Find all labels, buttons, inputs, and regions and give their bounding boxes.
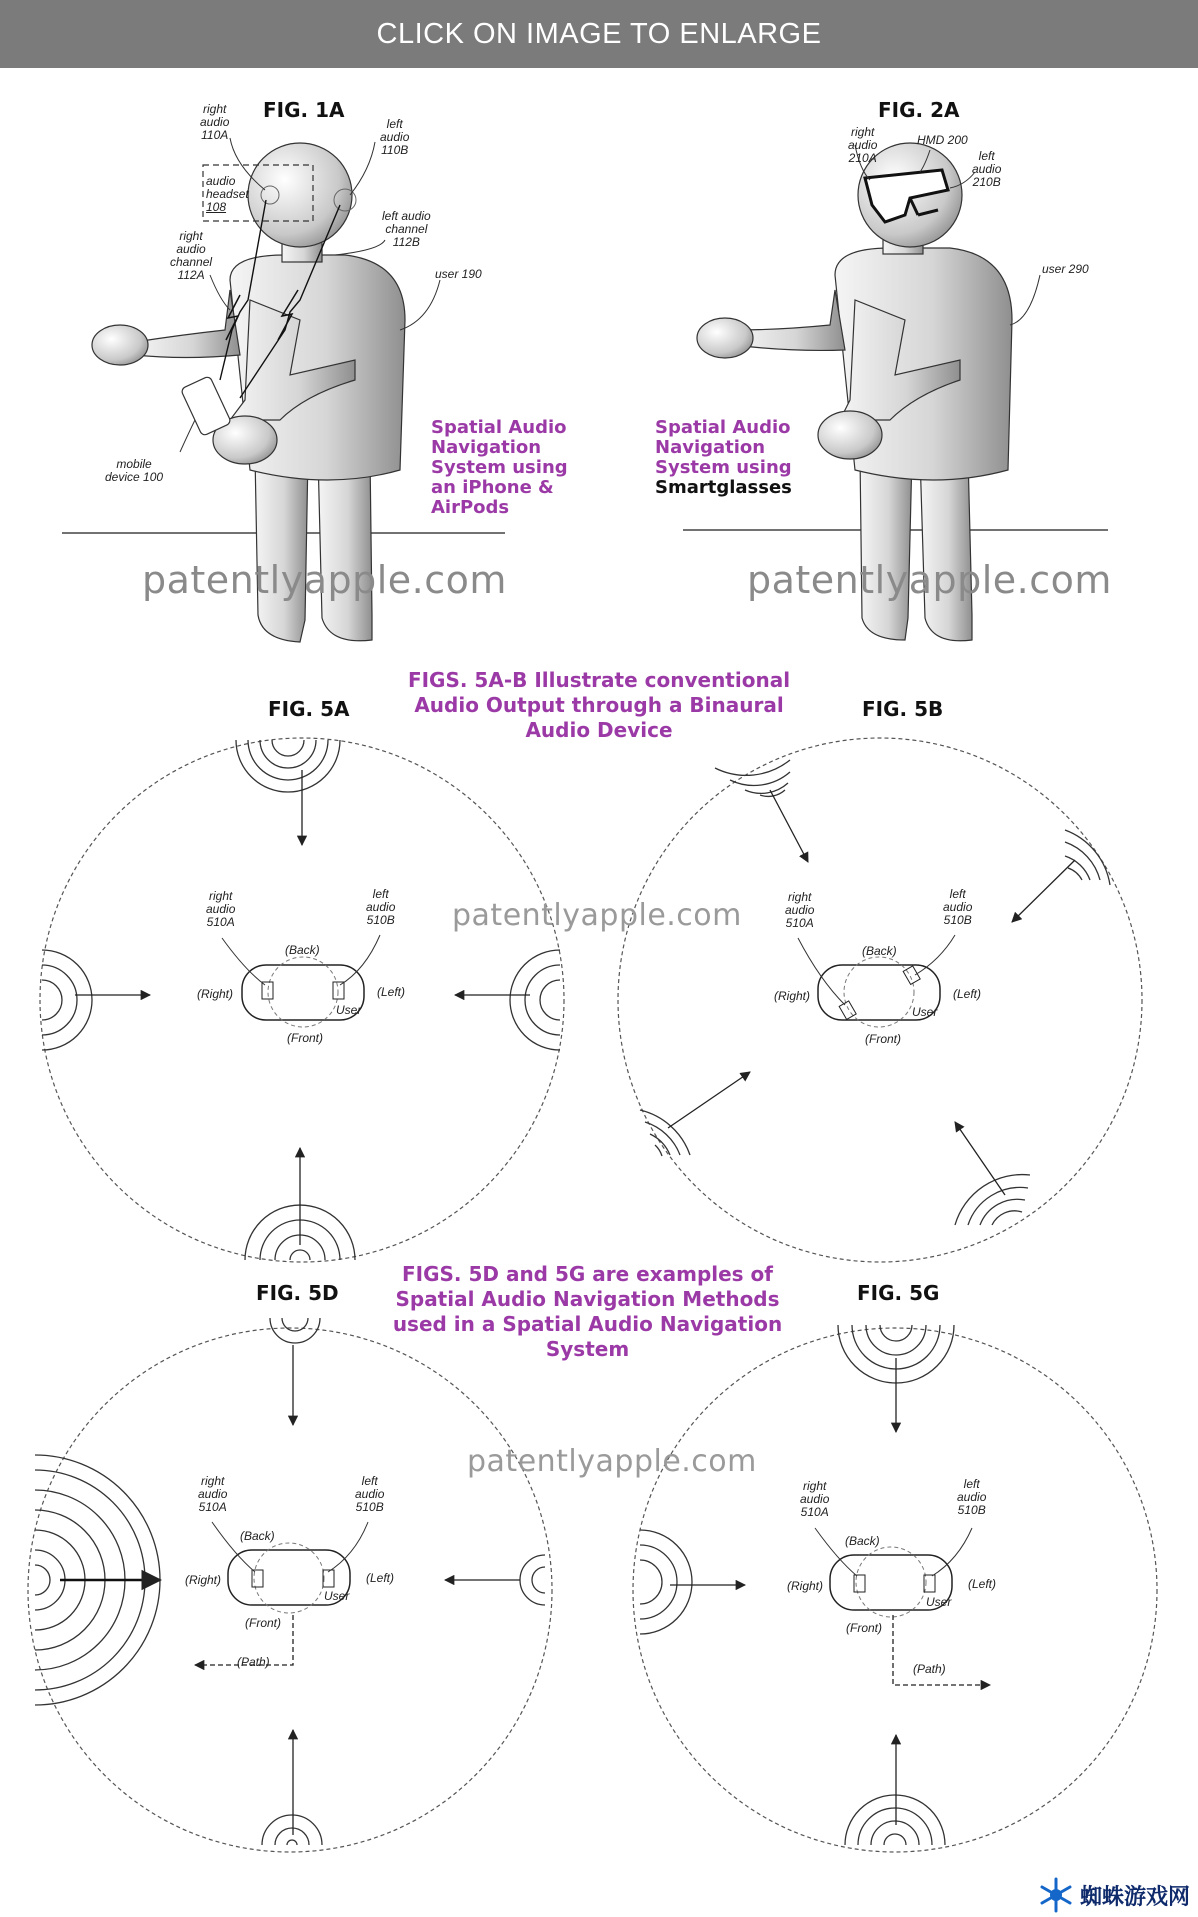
label-hmd-200: HMD 200: [917, 133, 968, 147]
label-left: (Left): [366, 1571, 395, 1585]
label-right: (Right): [197, 987, 234, 1001]
label-right-audio-510a: right audio 510A: [198, 1474, 228, 1514]
fig-1a-title: FIG. 1A: [263, 98, 345, 122]
caption-5dg: FIGS. 5D and 5G are examples of Spatial Audio Navigation Methods used in a Spatial Audio Navigation System: [392, 1262, 783, 1361]
fig-5a-title: FIG. 5A: [268, 697, 350, 721]
label-back: (Back): [285, 943, 320, 957]
label-user: User: [912, 1005, 938, 1019]
label-right-audio-210a: right audio 210A: [848, 125, 878, 165]
watermark: patentlyapple.com: [467, 1444, 757, 1479]
caption-2a: Spatial Audio Navigation System using Smartglasses: [655, 417, 792, 498]
watermark: patentlyapple.com: [452, 898, 742, 933]
label-front: (Front): [865, 1032, 901, 1046]
label-left-audio-510b: left audio 510B: [957, 1477, 987, 1517]
label-front: (Front): [287, 1031, 323, 1045]
label-right-audio-510a: right audio 510A: [206, 889, 236, 929]
spider-snowflake-icon: [1038, 1877, 1074, 1913]
site-logo-text: 蜘蛛游戏网: [1079, 1884, 1190, 1910]
label-path: (Path): [237, 1655, 270, 1669]
fig5b-diagram: [618, 738, 1142, 1262]
fig-5g-title: FIG. 5G: [857, 1281, 940, 1305]
label-user: User: [336, 1003, 362, 1017]
label-audio-headset-108: audio headset 108: [206, 174, 249, 214]
label-left-audio-channel-112b: left audio channel 112B: [382, 209, 431, 249]
label-user: User: [926, 1595, 952, 1609]
fig-5d-title: FIG. 5D: [256, 1281, 339, 1305]
label-back: (Back): [240, 1529, 275, 1543]
watermark: patentlyapple.com: [142, 558, 507, 602]
label-user: User: [324, 1589, 350, 1603]
label-right: (Right): [185, 1573, 222, 1587]
label-user-290: user 290: [1042, 262, 1089, 276]
label-front: (Front): [245, 1616, 281, 1630]
label-right: (Right): [787, 1579, 824, 1593]
enlarge-banner[interactable]: CLICK ON IMAGE TO ENLARGE: [0, 0, 1198, 68]
caption-1a: Spatial Audio Navigation System using an iPhone & AirPods: [431, 417, 568, 518]
label-mobile-device-100: mobile device 100: [105, 457, 164, 484]
fig-2a-title: FIG. 2A: [878, 98, 960, 122]
label-back: (Back): [862, 944, 897, 958]
label-left-audio-510b: left audio 510B: [355, 1474, 385, 1514]
site-logo[interactable]: [1038, 1877, 1190, 1913]
fig5g-diagram: [633, 1325, 1157, 1852]
label-right-audio-510a: right audio 510A: [785, 890, 815, 930]
watermark: patentlyapple.com: [747, 558, 1112, 602]
label-left-audio-110b: left audio 110B: [380, 117, 410, 157]
label-front: (Front): [846, 1621, 882, 1635]
label-left-audio-510b: left audio 510B: [943, 887, 973, 927]
caption-5ab: FIGS. 5A-B Illustrate conventional Audio Output through a Binaural Audio Device: [407, 668, 791, 742]
fig5d-diagram: [28, 1318, 552, 1852]
label-left-audio-510b: left audio 510B: [366, 887, 396, 927]
label-right: (Right): [774, 989, 811, 1003]
label-right-audio-channel-112a: right audio channel 112A: [170, 229, 213, 282]
label-left: (Left): [953, 987, 982, 1001]
fig-5b-title: FIG. 5B: [862, 697, 944, 721]
label-user-190: user 190: [435, 267, 482, 281]
label-left: (Left): [377, 985, 406, 999]
fig5a-diagram: [40, 738, 564, 1262]
label-right-audio-110a: right audio 110A: [200, 102, 230, 142]
label-back: (Back): [845, 1534, 880, 1548]
label-path: (Path): [913, 1662, 946, 1676]
label-right-audio-510a: right audio 510A: [800, 1479, 830, 1519]
label-left: (Left): [968, 1577, 997, 1591]
label-left-audio-210b: left audio 210B: [972, 149, 1002, 189]
